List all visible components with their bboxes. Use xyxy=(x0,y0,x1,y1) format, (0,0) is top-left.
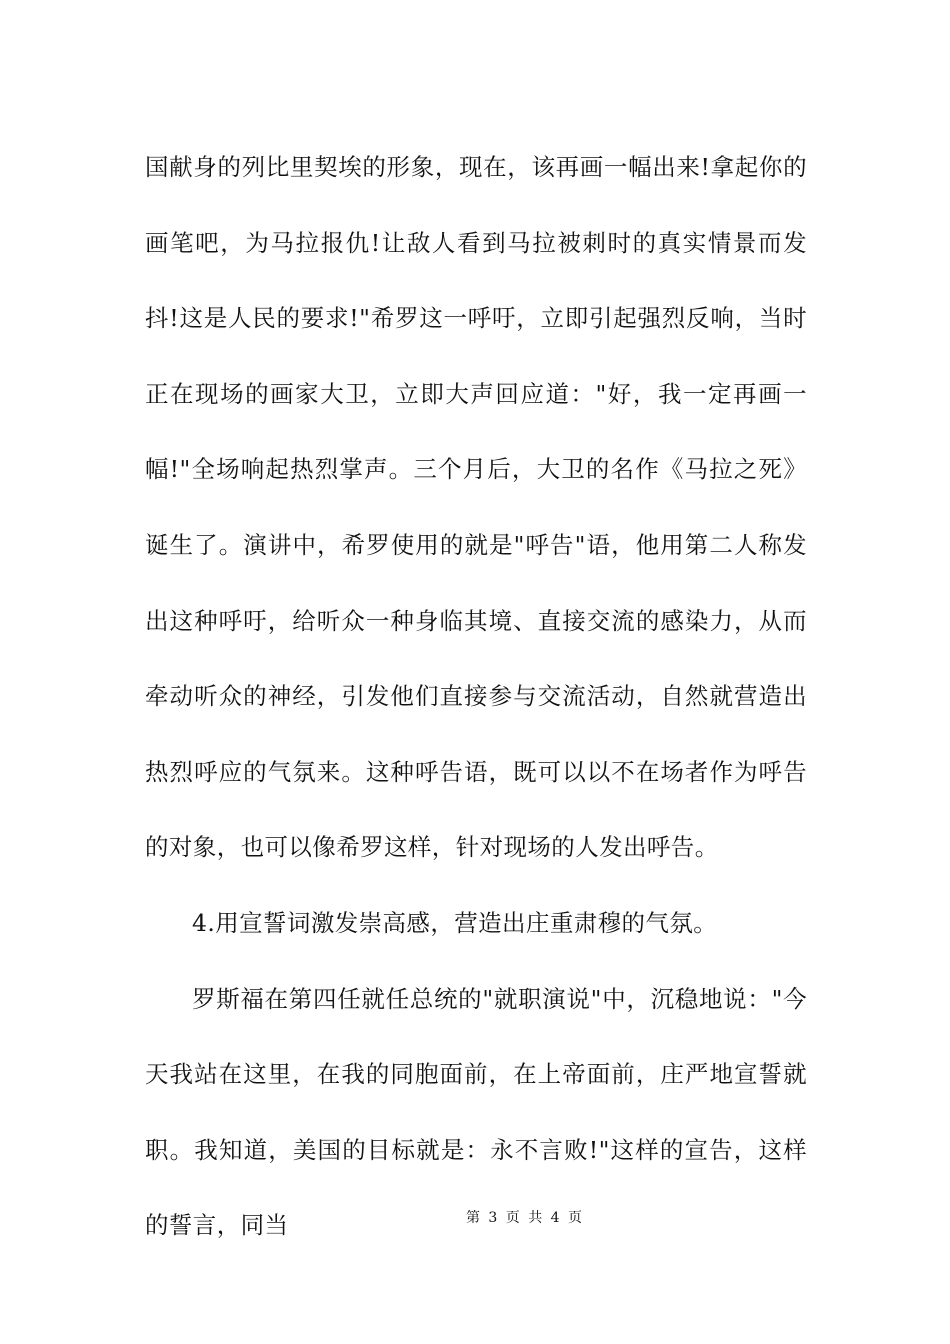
paragraph-3: 罗斯福在第四任就任总统的"就职演说"中，沉稳地说："今天我站在这里，在我的同胞面前，在上帝面前，庄严地宣誓就职。我知道，美国的目标就是：永不言败!"这样的宣告，这样的誓言，同当 xyxy=(145,984,807,1240)
page-number-label: 第 3 页 共 4 页 xyxy=(465,1210,585,1226)
paragraph-1: 国献身的列比里契埃的形象，现在，该再画一幅出来!拿起你的画笔吧，为马拉报仇!让敌人看到马拉被刺时的真实情景而发抖!这是人民的要求!"希罗这一呼吁，立即引起强烈反响，当时正在现场的画家大卫，立即大声回应道："好，我一定再画一幅!"全场响起热烈掌声。三个月后，大卫的名作《马拉之死》诞生了。演讲中，希罗使用的就是"呼告"语，他用第二人称发出这种呼吁，给听众一种身临其境、直接交流的感染力，从而牵动听众的神经，引发他们直接参与交流活动，自然就营造出热烈呼应的气氛来。这种呼告语，既可以以不在场者作为呼告的对象，也可以像希罗这样，针对现场的人发出呼告。 xyxy=(145,153,807,862)
page-footer xyxy=(0,1208,950,1228)
paragraph-2-heading: 4.用宣誓词激发崇高感，营造出庄重肃穆的气氛。 xyxy=(192,908,718,937)
document-body xyxy=(145,130,807,1264)
